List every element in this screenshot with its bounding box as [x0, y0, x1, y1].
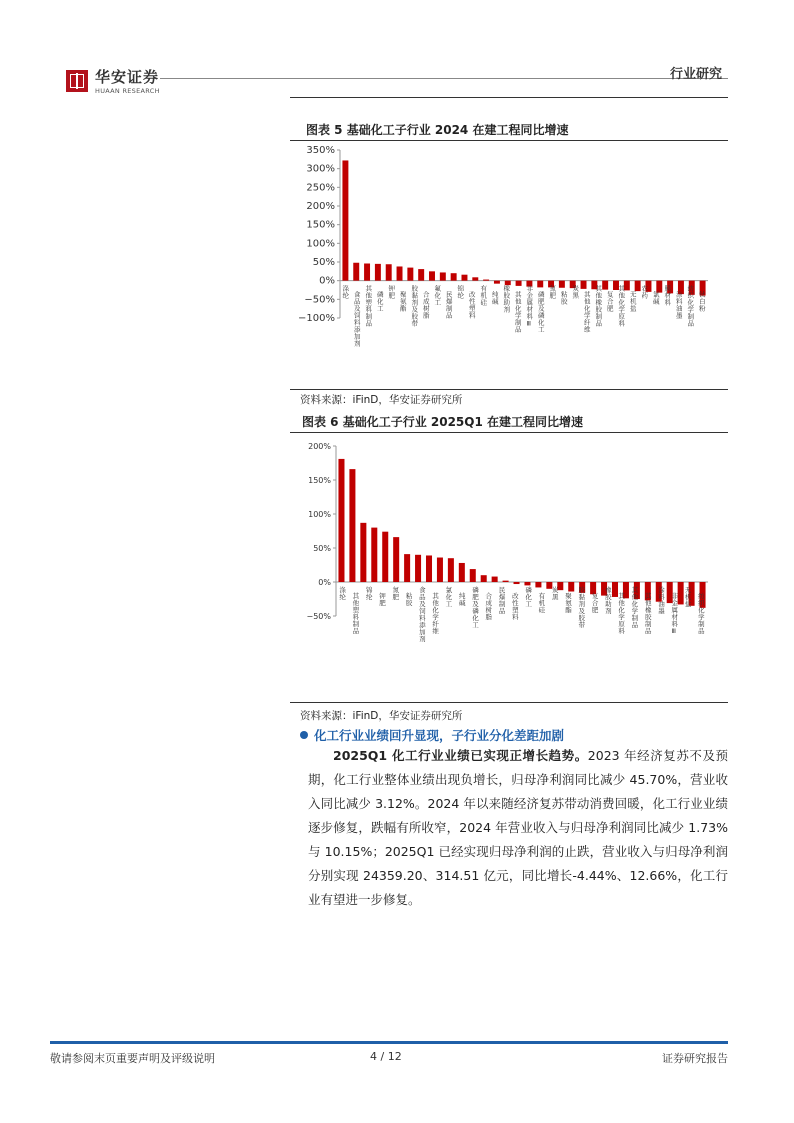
fig6-category-label: 合成树脂 [485, 592, 493, 621]
fig6-bar [349, 469, 355, 582]
fig5-category-label: 农药 [641, 284, 648, 300]
fig5-category-label: 复合肥 [607, 290, 614, 313]
fig5-bar [516, 281, 522, 286]
fig5-category-label: 氮肥 [549, 284, 556, 300]
fig5-category-label: 合成树脂 [423, 290, 430, 320]
fig6-bar [524, 582, 530, 585]
fig5-bar [559, 281, 565, 288]
section-heading [300, 726, 564, 744]
fig5-y-tick-label: 50% [312, 257, 335, 268]
fig5-category-label: 膜材料 [664, 284, 671, 307]
fig5-category-label: 氟化工 [434, 284, 441, 307]
fig5-category-label: 其他化学纤维 [584, 290, 591, 334]
fig5-category-label: 涂料油墨 [676, 290, 683, 320]
fig6-category-label: 炭黑 [551, 586, 559, 601]
fig6-y-tick-label: 50% [313, 544, 331, 553]
logo-en-text: HUAAN RESEARCH [95, 87, 160, 95]
fig5-y-tick-label: 0% [319, 275, 335, 287]
fig6-category-label: 锦纶 [365, 586, 373, 601]
fig5-y-tick-label: 150% [306, 219, 335, 231]
fig6-category-label: 聚氨酯 [565, 592, 572, 614]
fig5-bar [494, 281, 500, 284]
fig6-y-tick-label: −50% [306, 612, 331, 621]
fig6-category-label: 纺织化学制品 [698, 592, 705, 635]
fig5-category-label: 磷肥及磷化工 [538, 290, 545, 334]
fig5-bar [472, 277, 478, 280]
fig6-bar [382, 532, 388, 582]
fig5-y-tick-label: 300% [306, 163, 335, 175]
fig6-bar [426, 555, 432, 582]
fig5-bar [407, 268, 413, 281]
fig5-category-label: 纯碱 [492, 290, 499, 306]
fig5-bar [451, 273, 457, 280]
bullet-dot-icon [300, 731, 308, 739]
fig5-category-label: 氯碱 [653, 290, 660, 306]
fig5-bar [386, 264, 392, 280]
fig5-category-label: 改性塑料 [469, 290, 476, 320]
fig5-bar [342, 160, 348, 280]
fig6-bar [437, 558, 443, 582]
fig6-category-label: 涂料油墨 [658, 586, 665, 615]
fig6-bottom-rule [290, 702, 728, 703]
fig6-bar [459, 563, 465, 582]
fig5-category-label: 聚氨酯 [400, 290, 407, 313]
fig5-bar [581, 281, 587, 289]
section-paragraph [308, 744, 728, 912]
fig6-bar [338, 459, 344, 582]
fig6-y-tick-label: 100% [308, 510, 331, 519]
fig6-category-label: 无机盐 [684, 586, 692, 608]
fig5-bar [397, 266, 403, 280]
fig6-y-tick-label: 0% [318, 578, 331, 587]
fig5-category-label: 民爆制品 [446, 290, 453, 320]
fig5-category-label: 食品及饲料添加剂 [354, 290, 361, 348]
paragraph-lead: 2025Q1 化工行业业绩已实现正增长趋势。 [333, 748, 588, 763]
fig5-category-label: 胶黏剂及胶带 [411, 284, 418, 328]
fig5-bar [461, 275, 467, 281]
fig5-category-label: 无机盐 [630, 290, 637, 313]
header-section-title: 行业研究 [669, 67, 722, 82]
fig6-category-label: 其他塑料制品 [352, 592, 360, 635]
fig5-category-label: 钾肥 [388, 284, 395, 300]
fig5-bar [440, 272, 446, 280]
fig5-category-label: 粘胶 [561, 290, 568, 306]
fig5-category-label: 非金属材料 Ⅲ [526, 284, 533, 328]
logo-cn-text: 华安证券 [95, 68, 160, 86]
fig6-bar [481, 575, 487, 582]
fig6-bar [568, 582, 574, 592]
fig5-category-label: 磷化工 [377, 290, 384, 313]
fig5-category-label: 钛白粉 [699, 290, 706, 313]
fig5-bar [375, 264, 381, 281]
fig6-bar [514, 582, 520, 584]
fig5-category-label: 炭黑 [572, 284, 579, 300]
fig5-category-label: 其他化学制品 [515, 290, 522, 334]
footer-divider [50, 1041, 728, 1044]
fig6-category-label: 其他化学制品 [631, 586, 639, 629]
fig6-bar [492, 577, 498, 582]
fig5-category-label: 纺织化学制品 [687, 284, 694, 328]
fig6-category-label: 胶黏剂及胶带 [578, 586, 586, 629]
fig6-category-label: 改性塑料 [512, 592, 519, 621]
fig5-y-tick-label: 100% [306, 238, 335, 250]
fig5-y-tick-label: 350% [306, 145, 335, 156]
fig5-bar-chart [290, 142, 728, 388]
fig6-bar [448, 558, 454, 582]
fig6-bar [470, 569, 476, 582]
fig6-title-rule [290, 432, 728, 433]
fig5-bar [483, 280, 489, 281]
fig5-bar [353, 263, 359, 281]
fig5-bar [635, 281, 641, 291]
fig6-bar [360, 523, 366, 582]
fig5-top-rule [290, 97, 728, 98]
fig6-bar [535, 582, 541, 587]
fig5-category-label: 橡胶助剂 [503, 284, 510, 314]
fig6-category-label: 食品及饲料添加剂 [419, 586, 426, 643]
fig6-bar [678, 582, 684, 604]
fig6-bar [371, 528, 377, 582]
fig6-bar [393, 537, 399, 582]
fig5-category-label: 其他塑料制品 [365, 284, 372, 328]
paragraph-body: 2023 年经济复苏不及预期，化工行业整体业绩出现负增长，归母净利润同比减少 45.70%，营业收入同比减少 3.12%。2024 年以来随经济复苏带动消费回暖，化工行业业绩逐步修复，跌幅有所收窄，2024 年营业收入与归母净利润同比减少 1.73%与 10.15%；2025Q1 已经实现归母净利润的止跌，营业收入与归母净利润分别实现 24359.20、314.51 亿元，同比增长-4.44%、12.66%，化工行业有望进一步修复。 [308, 748, 728, 907]
fig6-category-label: 纯碱 [458, 592, 466, 607]
footer-report-type: 证券研究报告 [662, 1052, 728, 1065]
fig5-y-tick-label: 200% [306, 201, 335, 212]
fig6-bar [404, 554, 410, 582]
fig5-bar [418, 269, 424, 281]
fig6-bar-chart [290, 434, 728, 700]
fig5-bar [429, 271, 435, 280]
fig5-bottom-rule [290, 389, 728, 390]
fig6-category-label: 复合肥 [591, 592, 599, 614]
fig5-category-label: 其他化学原料 [618, 284, 625, 328]
fig6-category-label: 民爆制品 [498, 586, 506, 615]
fig6-category-label: 钾肥 [379, 592, 386, 607]
fig6-category-label: 有机硅 [538, 592, 546, 614]
fig6-bar [415, 555, 421, 582]
fig5-title-rule [290, 140, 728, 141]
fig6-category-label: 氮肥 [392, 586, 400, 601]
fig5-y-tick-label: −50% [304, 294, 335, 306]
fig6-bar [503, 581, 509, 582]
fig6-category-label: 其他化学纤维 [432, 592, 439, 635]
footer-disclaimer: 敬请参阅末页重要声明及评级说明 [50, 1052, 215, 1065]
fig6-category-label: 其他化学原料 [618, 592, 625, 635]
fig5-category-label: 锦纶 [457, 284, 464, 300]
fig6-source: 资料来源：iFinD，华安证券研究所 [300, 710, 463, 722]
fig6-y-tick-label: 200% [308, 442, 331, 451]
fig6-category-label: 氯化工 [445, 586, 453, 608]
fig6-category-label: 粘胶 [405, 592, 413, 607]
fig6-bar [612, 582, 618, 597]
fig5-y-tick-label: 250% [306, 182, 335, 194]
page-number: 4 / 12 [370, 1050, 402, 1063]
fig5-bar [364, 263, 370, 280]
fig5-title: 图表 5 基础化工子行业 2024 在建工程同比增速 [306, 123, 569, 137]
fig6-category-label: 磷肥及磷化工 [472, 586, 479, 629]
fig6-category-label: 橡胶助剂 [605, 586, 612, 615]
fig5-category-label: 其他橡胶制品 [595, 284, 602, 328]
fig6-category-label: 其他橡胶制品 [644, 592, 652, 635]
fig6-title: 图表 6 基础化工子行业 2025Q1 在建工程同比增速 [302, 415, 584, 429]
fig6-y-tick-label: 150% [308, 476, 331, 485]
fig5-bar [537, 281, 543, 288]
fig5-category-label: 涤纶 [342, 284, 349, 300]
fig6-category-label: 磷化工 [525, 586, 532, 608]
company-logo-icon [66, 70, 88, 92]
fig6-category-label: 非金属材料 Ⅲ [671, 592, 679, 635]
fig6-category-label: 涤纶 [339, 586, 346, 601]
section-heading-text: 化工行业业绩回升显现，子行业分化差距加剧 [314, 728, 565, 743]
header-divider [160, 78, 728, 79]
fig5-source: 资料来源：iFinD，华安证券研究所 [300, 394, 463, 406]
fig5-category-label: 有机硅 [480, 284, 487, 307]
fig5-bar [602, 281, 608, 290]
fig5-y-tick-label: −100% [298, 313, 335, 324]
